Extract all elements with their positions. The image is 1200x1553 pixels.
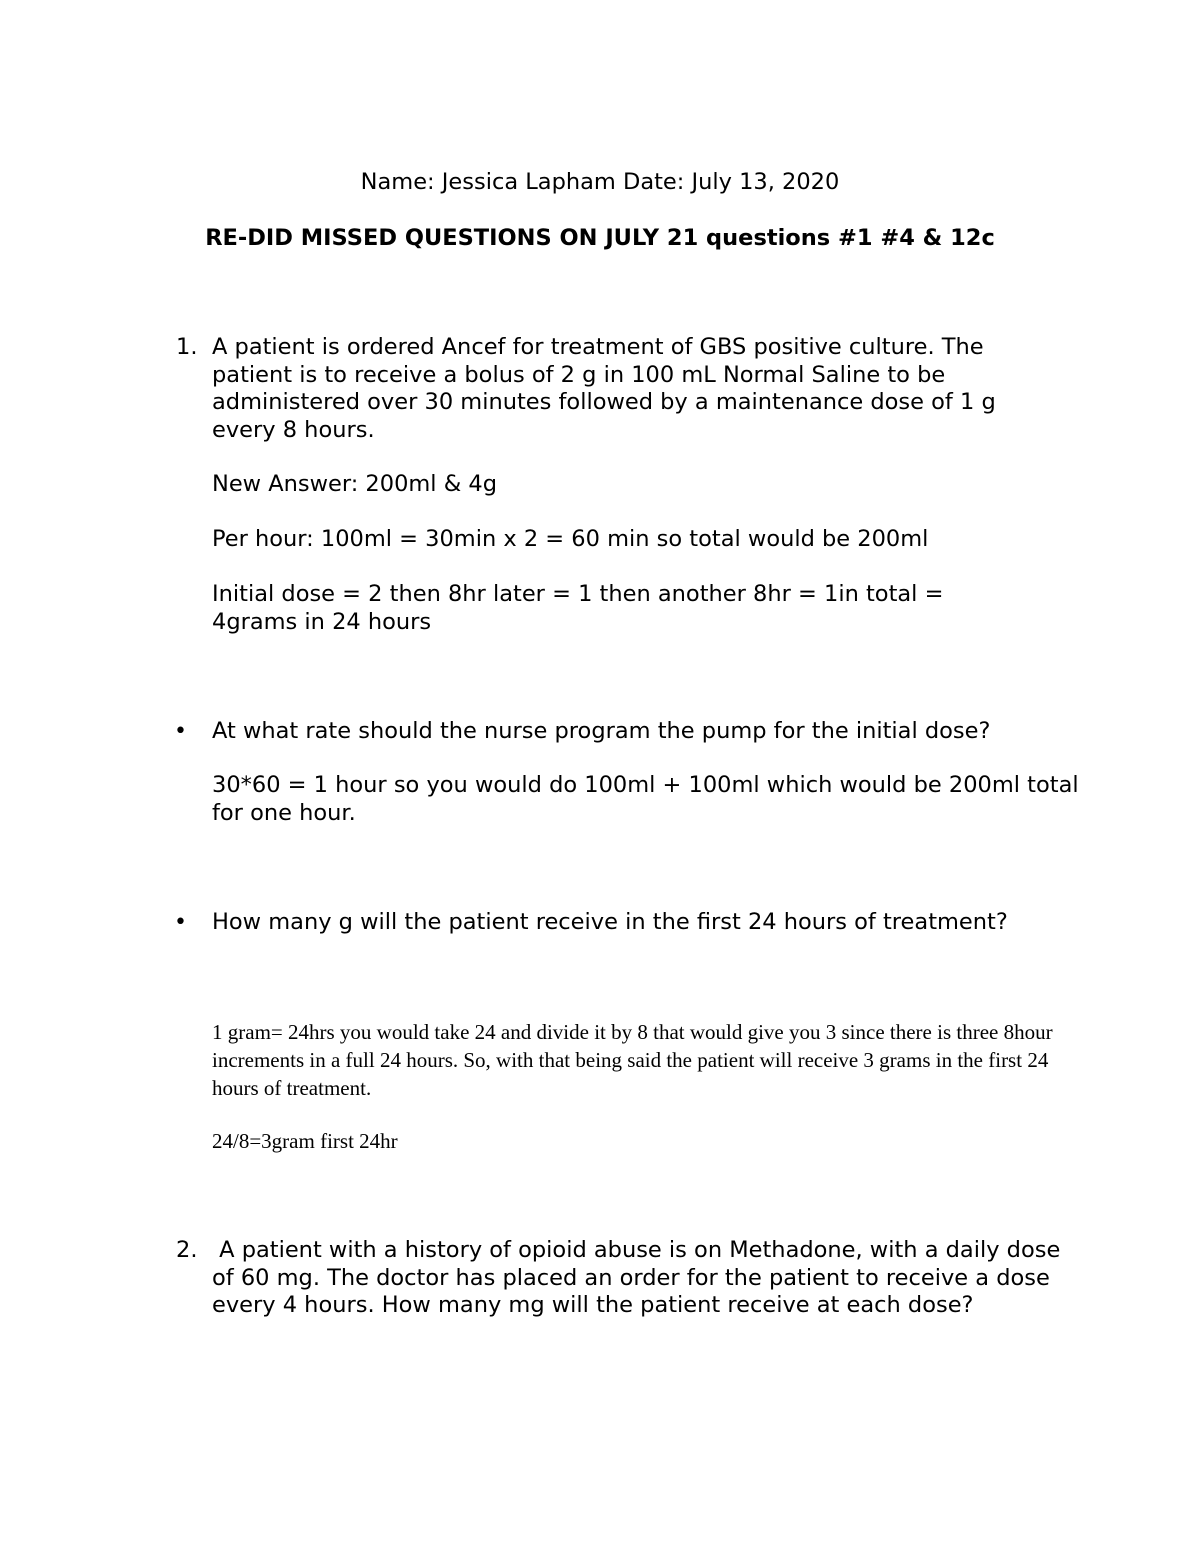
bullet-1-marker: •: [174, 719, 187, 744]
name-date-line: Name: Jessica Lapham Date: July 13, 2020: [360, 169, 840, 195]
question-1-per-hour: Per hour: 100ml = 30min x 2 = 60 min so total would be 200ml: [212, 526, 929, 552]
bullet-2-answer: 1 gram= 24hrs you would take 24 and divide it by 8 that would give you 3 since there is three 8hour increments in a full 24 hours. So, with that being said the patient will receive 3 grams in the first 24 hours of treatment.: [212, 1020, 1053, 1100]
bullet-2-formula: 24/8=3gram first 24hr: [212, 1129, 398, 1153]
bullet-2-question: How many g will the patient receive in the first 24 hours of treatment?: [212, 909, 1008, 935]
document-subtitle: RE-DID MISSED QUESTIONS ON JULY 21 questions #1 #4 & 12c: [205, 225, 995, 251]
question-1-text: A patient is ordered Ancef for treatment of GBS positive culture. The patient is to receive a bolus of 2 g in 100 mL Normal Saline to be administered over 30 minutes followed by a maintenance dose of 1 g every 8 hours.: [212, 334, 996, 443]
question-1-new-answer: New Answer: 200ml & 4g: [212, 471, 497, 497]
bullet-1-answer: 30*60 = 1 hour so you would do 100ml + 100ml which would be 200ml total for one hour.: [212, 772, 1079, 826]
bullet-1-question: At what rate should the nurse program the pump for the initial dose?: [212, 718, 991, 744]
bullet-2-marker: •: [174, 910, 187, 935]
question-2-text: A patient with a history of opioid abuse is on Methadone, with a daily dose of 60 mg. The doctor has placed an order for the patient to receive a dose every 4 hours. How many mg will the patient receive at each dose?: [212, 1237, 1068, 1318]
question-2-number: 2.: [176, 1237, 198, 1263]
question-1-initial-dose: Initial dose = 2 then 8hr later = 1 then another 8hr = 1in total = 4grams in 24 hours: [212, 581, 944, 635]
question-1-number: 1.: [176, 334, 198, 360]
